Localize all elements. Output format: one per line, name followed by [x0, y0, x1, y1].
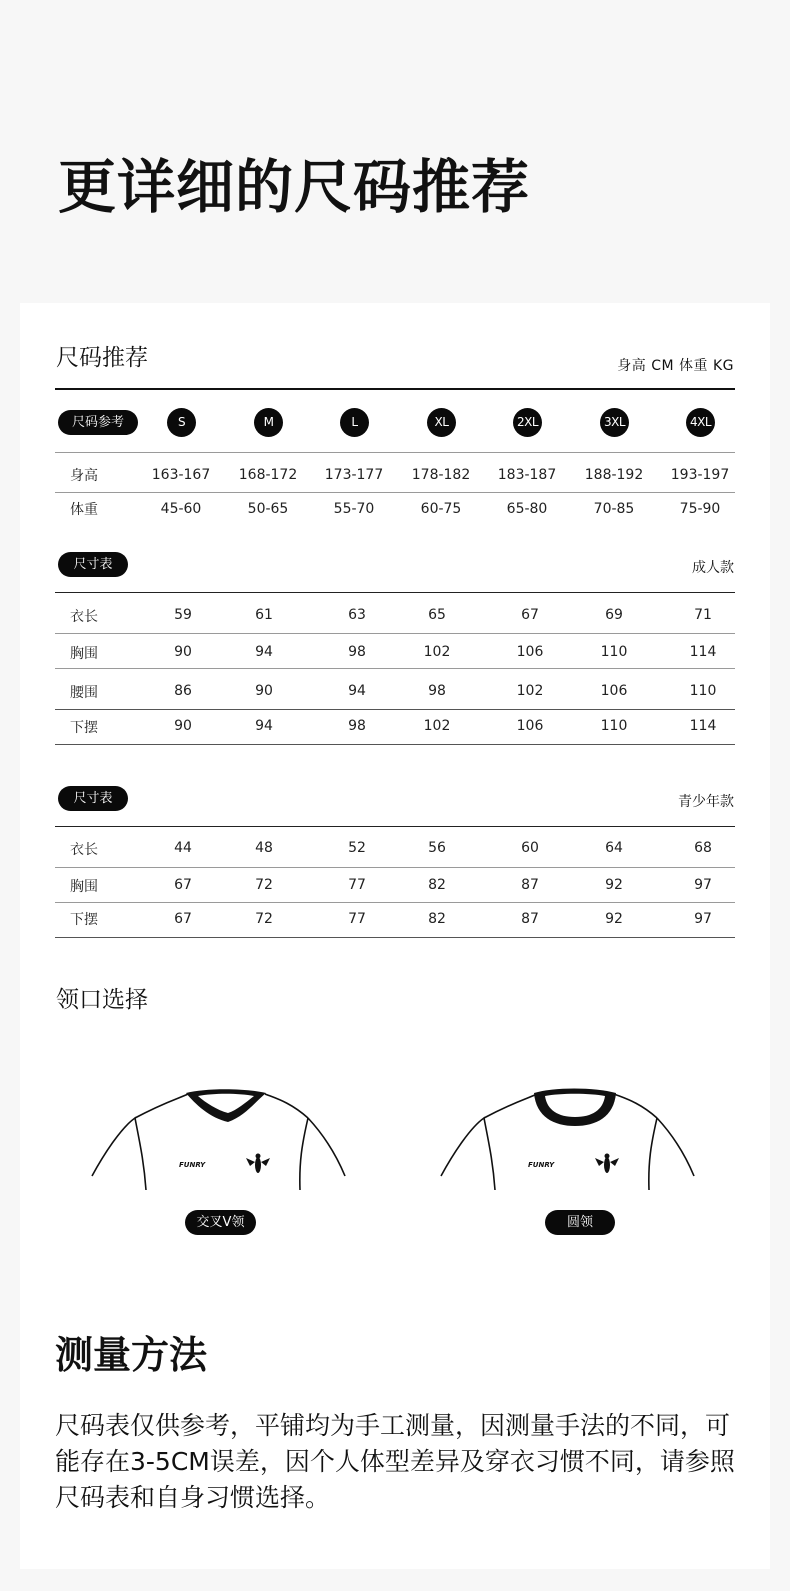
- table-cell: 67: [174, 877, 192, 893]
- table-cell: 92: [605, 911, 623, 927]
- adult-top-rule: [55, 592, 735, 593]
- table-cell: 77: [348, 877, 366, 893]
- table-cell: 44: [174, 840, 192, 856]
- table-cell: 183-187: [497, 467, 557, 483]
- measure-description: 尺码表仅供参考，平铺均为手工测量，因测量手法的不同，可能存在3-5CM误差，因个人体型差异及穿衣习惯不同，请参照尺码表和自身习惯选择。: [55, 1411, 735, 1512]
- size-reference-pill: 尺码参考: [58, 410, 138, 435]
- table-cell: 94: [255, 644, 273, 660]
- table-cell: 69: [605, 607, 623, 623]
- table-cell: 87: [521, 911, 539, 927]
- row-divider: [55, 867, 735, 868]
- table-cell: 110: [600, 644, 628, 660]
- collar-title: 领口选择: [56, 987, 148, 1013]
- youth-top-rule: [55, 826, 735, 827]
- adult-size-pill: 尺寸表: [58, 552, 128, 577]
- table-cell: 63: [348, 607, 366, 623]
- table-cell: 102: [423, 644, 451, 660]
- table-cell: 97: [694, 911, 712, 927]
- page-title: 更详细的尺码推荐: [58, 153, 531, 221]
- row-divider: [55, 633, 735, 634]
- row-label: 体重: [70, 502, 98, 518]
- table-cell: 71: [694, 607, 712, 623]
- table-cell: 97: [694, 877, 712, 893]
- row-divider: [55, 902, 735, 903]
- youth-bottom-rule: [55, 937, 735, 938]
- row-divider: [55, 452, 735, 453]
- size-2xl-badge: 2XL: [513, 408, 542, 437]
- table-cell: 106: [516, 718, 544, 734]
- table-cell: 178-182: [411, 467, 471, 483]
- table-cell: 92: [605, 877, 623, 893]
- table-cell: 67: [174, 911, 192, 927]
- row-divider: [55, 668, 735, 669]
- units-note: 身高 CM 体重 KG: [617, 358, 734, 374]
- adult-caption: 成人款: [692, 560, 734, 576]
- row-label: 胸围: [70, 646, 98, 662]
- row-label: 胸围: [70, 879, 98, 895]
- size-l-badge: L: [340, 408, 369, 437]
- table-cell: 193-197: [670, 467, 730, 483]
- row-label: 下摆: [70, 912, 98, 928]
- table-cell: 106: [600, 683, 628, 699]
- brand-logo-text: FUNRY: [179, 1161, 206, 1169]
- table-cell: 60: [521, 840, 539, 856]
- row-divider: [55, 709, 735, 710]
- table-cell: 114: [689, 644, 717, 660]
- v-neck-option-label[interactable]: 交叉V领: [185, 1210, 256, 1235]
- table-cell: 45-60: [160, 501, 202, 517]
- table-cell: 65-80: [506, 501, 548, 517]
- table-cell: 110: [600, 718, 628, 734]
- table-cell: 114: [689, 718, 717, 734]
- size-4xl-badge: 4XL: [686, 408, 715, 437]
- table-cell: 82: [428, 877, 446, 893]
- brand-logo-text: FUNRY: [528, 1161, 555, 1169]
- row-label: 衣长: [70, 842, 98, 858]
- table-cell: 61: [255, 607, 273, 623]
- round-neck-option-label[interactable]: 圆领: [545, 1210, 615, 1235]
- table-cell: 70-85: [593, 501, 635, 517]
- table-cell: 163-167: [151, 467, 211, 483]
- size-3xl-badge: 3XL: [600, 408, 629, 437]
- table-cell: 94: [348, 683, 366, 699]
- size-m-badge: M: [254, 408, 283, 437]
- table-cell: 188-192: [584, 467, 644, 483]
- table-cell: 102: [423, 718, 451, 734]
- table-cell: 55-70: [333, 501, 375, 517]
- row-label: 身高: [70, 468, 98, 484]
- measure-title: 测量方法: [55, 1333, 208, 1377]
- row-label: 衣长: [70, 609, 98, 625]
- adult-bottom-rule: [55, 744, 735, 745]
- table-cell: 75-90: [679, 501, 721, 517]
- table-cell: 50-65: [247, 501, 289, 517]
- table-cell: 64: [605, 840, 623, 856]
- table-cell: 94: [255, 718, 273, 734]
- row-label: 腰围: [70, 685, 98, 701]
- table-cell: 90: [174, 718, 192, 734]
- table-cell: 86: [174, 683, 192, 699]
- row-divider: [55, 492, 735, 493]
- table-cell: 168-172: [238, 467, 298, 483]
- table-cell: 87: [521, 877, 539, 893]
- table-cell: 90: [255, 683, 273, 699]
- recommend-top-rule: [55, 388, 735, 390]
- size-s-badge: S: [167, 408, 196, 437]
- table-cell: 56: [428, 840, 446, 856]
- youth-size-pill: 尺寸表: [58, 786, 128, 811]
- table-cell: 98: [348, 718, 366, 734]
- table-cell: 102: [516, 683, 544, 699]
- table-cell: 98: [428, 683, 446, 699]
- table-cell: 173-177: [324, 467, 384, 483]
- table-cell: 52: [348, 840, 366, 856]
- table-cell: 110: [689, 683, 717, 699]
- table-cell: 90: [174, 644, 192, 660]
- table-cell: 60-75: [420, 501, 462, 517]
- table-cell: 77: [348, 911, 366, 927]
- youth-caption: 青少年款: [678, 794, 734, 810]
- v-neck-shirt-icon: [85, 1072, 355, 1197]
- row-label: 下摆: [70, 720, 98, 736]
- size-xl-badge: XL: [427, 408, 456, 437]
- table-cell: 59: [174, 607, 192, 623]
- table-cell: 72: [255, 911, 273, 927]
- table-cell: 48: [255, 840, 273, 856]
- table-cell: 68: [694, 840, 712, 856]
- table-cell: 82: [428, 911, 446, 927]
- table-cell: 65: [428, 607, 446, 623]
- table-cell: 106: [516, 644, 544, 660]
- round-neck-shirt-icon: [434, 1072, 704, 1197]
- recommend-title: 尺码推荐: [56, 345, 148, 371]
- table-cell: 67: [521, 607, 539, 623]
- table-cell: 98: [348, 644, 366, 660]
- table-cell: 72: [255, 877, 273, 893]
